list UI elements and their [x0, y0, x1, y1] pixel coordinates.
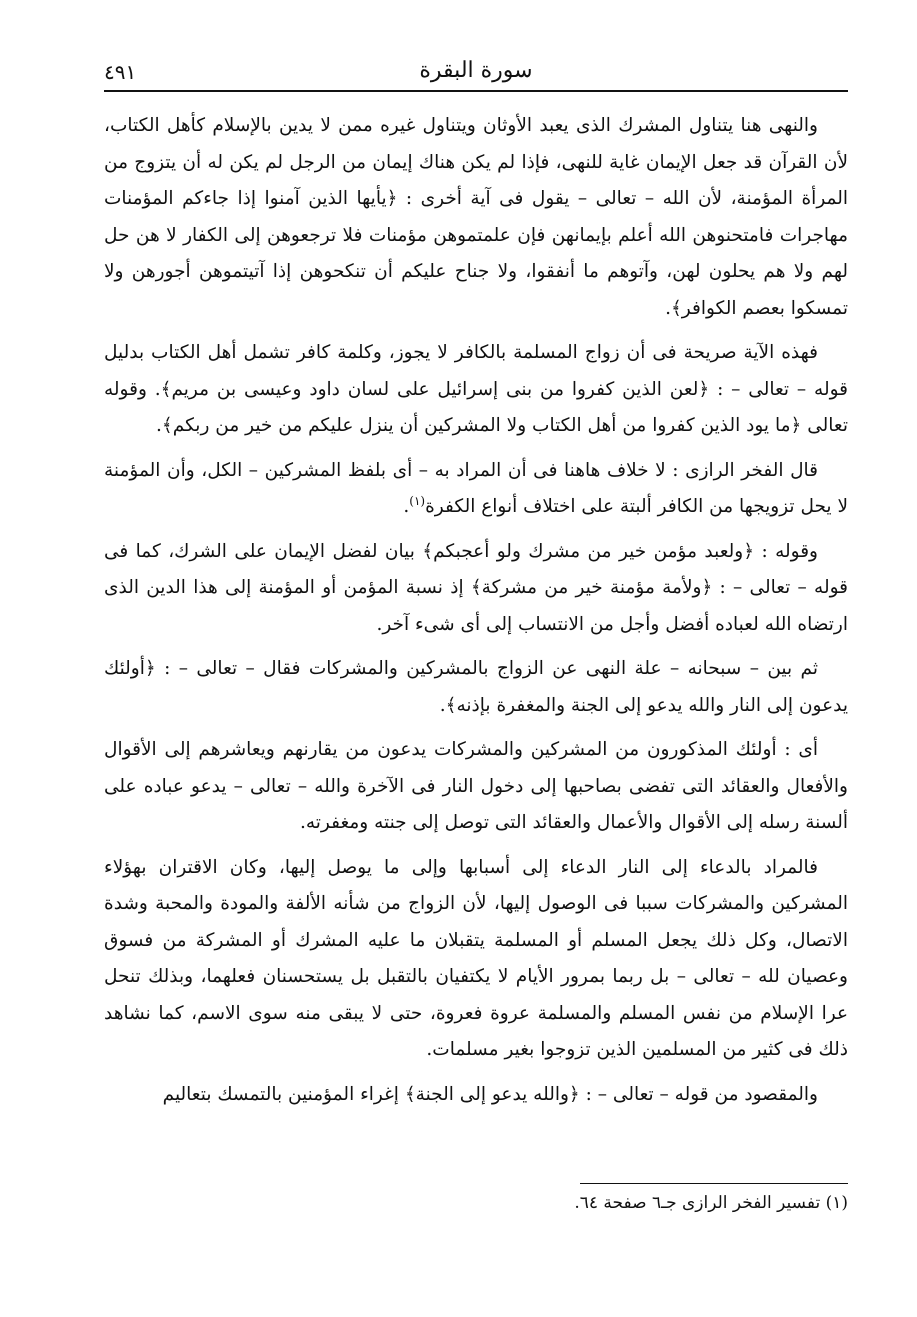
paragraph: ثم بين – سبحانه – علة النهى عن الزواج بالمشركين والمشركات فقال – تعالى – : ﴿أولئك يدعون إلى النار والله يدعو إلى الجنة والمغفرة بإذنه﴾.	[104, 658, 848, 716]
page-header	[104, 56, 848, 92]
body-text	[104, 108, 848, 1121]
paragraph: وقوله : ﴿ولعبد مؤمن خير من مشرك ولو أعجبكم﴾ بيان لفضل الإيمان على الشرك، كما فى قوله – تعالى – : ﴿ولأمة مؤمنة خير من مشركة﴾ إذ نسبة المؤمن أو المؤمنة إلى هذا الدين الذى ارتضاه الله لعباده أفضل وأجل من الانتساب إلى أى شىء آخر.	[104, 540, 848, 635]
paragraph-text: قال الفخر الرازى : لا خلاف هاهنا فى أن المراد به – أى بلفظ المشركين – الكل، وأن المؤمنة لا يحل تزويجها من الكافر ألبتة على اختلاف أنواع الكفرة	[104, 459, 848, 517]
paragraph-tail: .	[403, 496, 410, 517]
footnote: (١) تفسير الفخر الرازى جـ٦ صفحة ٦٤.	[574, 1193, 848, 1213]
running-title: سورة البقرة	[419, 58, 533, 83]
paragraph: فالمراد بالدعاء إلى النار الدعاء إلى أسبابها وإلى ما يوصل إليها، وكان الاقتران بهؤلاء المشركين والمشركات سببا فى الوصول إليها، لأن الزواج من شأنه الألفة والمودة والمحبة وشدة الاتصال، وكل ذلك يجعل المسلم أو المسلمة يتقبلان ما عليه المشرك أو المشركة من فسوق وعصيان لله – تعالى – بل ربما بمرور الأيام لا يكتفيان بالتقبل بل يستحسنان فعلهما، وبذلك تنحل عرا الإسلام من نفس المسلم والمسلمة عروة فعروة، حتى لا يبقى منه سوى الاسم، كما نشاهد ذلك فى كثير من المسلمين الذين تزوجوا بغير مسلمات.	[104, 856, 848, 1060]
paragraph: والنهى هنا يتناول المشرك الذى يعبد الأوثان ويتناول غيره ممن لا يدين بالإسلام كأهل الكتاب، لأن القرآن قد جعل الإيمان غاية للنهى، فإذا لم يكن هناك إيمان من الرجل لم يكن له أن يتزوج من المرأة المؤمنة، لأن الله – تعالى – يقول فى آية أخرى : ﴿يأيها الذين آمنوا إذا جاءكم المؤمنات مهاجرات فامتحنوهن الله أعلم بإيمانهن فإن علمتموهن مؤمنات فلا ترجعوهن إلى الكفار لا هن حل لهم ولا هم يحلون لهن، وآتوهم ما أنفقوا، ولا جناح عليكم أن تنكحوهن إذا آتيتموهن أجورهن ولا تمسكوا بعصم الكوافر﴾.	[104, 115, 848, 319]
footnote-reference: (١)	[409, 493, 426, 508]
paragraph: أى : أولئك المذكورون من المشركين والمشركات يدعون من يقارنهم ويعاشرهم إلى الأقوال والأفعال والعقائد التى تفضى بصاحبها إلى دخول النار فى الآخرة والله – تعالى – يدعو عباده على ألسنة رسله إلى الأقوال والأعمال والعقائد التى توصل إلى جنته ومغفرته.	[104, 739, 848, 833]
page-number: ٤٩١	[104, 60, 137, 84]
paragraph: فهذه الآية صريحة فى أن زواج المسلمة بالكافر لا يجوز، وكلمة كافر تشمل أهل الكتاب بدليل قوله – تعالى – : ﴿لعن الذين كفروا من بنى إسرائيل على لسان داود وعيسى بن مريم﴾. وقوله تعالى ﴿ما يود الذين كفروا من أهل الكتاب ولا المشركين أن ينزل عليكم من خير من ربكم﴾.	[104, 342, 848, 436]
paragraph	[104, 453, 848, 526]
footnote-divider	[580, 1183, 848, 1184]
paragraph: والمقصود من قوله – تعالى – : ﴿والله يدعو إلى الجنة﴾ إغراء المؤمنين بالتمسك بتعاليم	[162, 1083, 818, 1105]
